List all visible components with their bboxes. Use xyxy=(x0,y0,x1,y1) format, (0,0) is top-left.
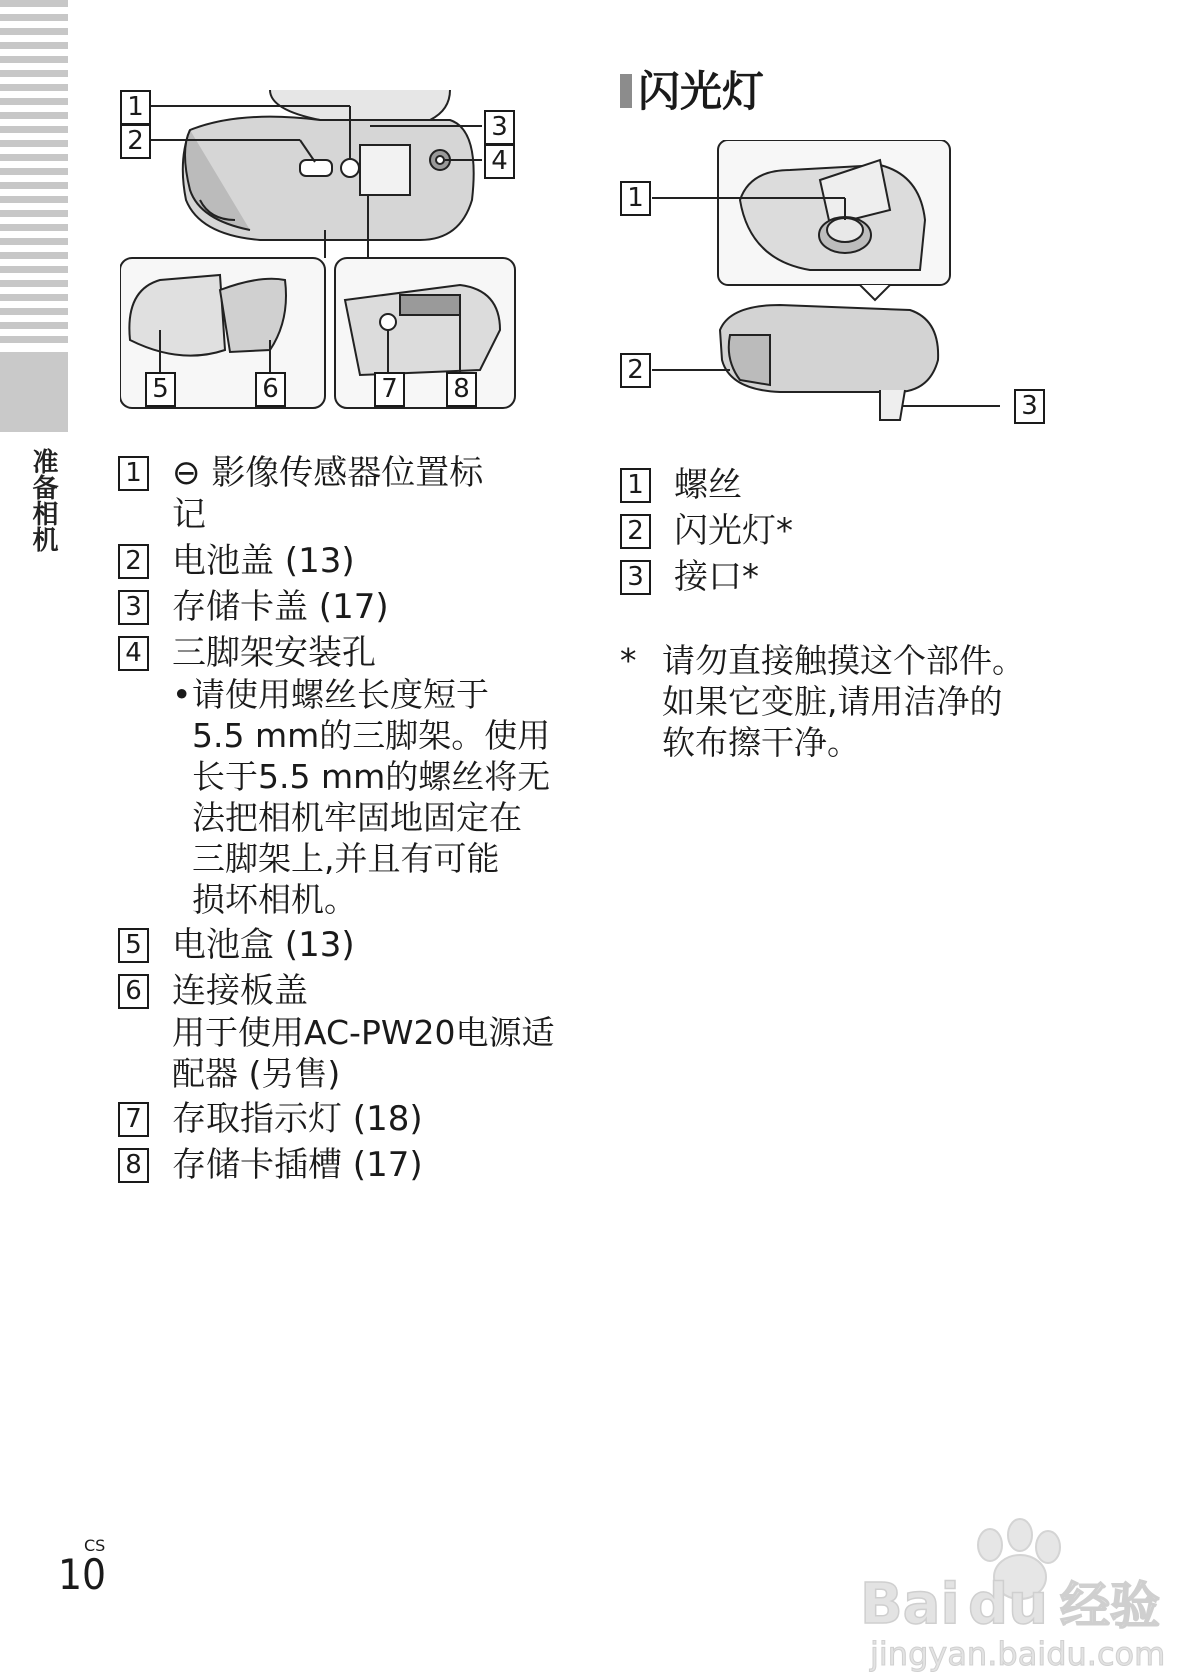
page-number: 10 xyxy=(58,1550,107,1599)
item-number: 3 xyxy=(620,560,651,595)
baidu-watermark-logo xyxy=(850,1505,1190,1675)
camera-parts-list xyxy=(118,452,568,1190)
callout-6: 6 xyxy=(255,372,286,407)
list-item: 2 电池盖 (13) xyxy=(118,540,568,582)
tripod-note: • 请使用螺丝长度短于 5.5 mm的三脚架。使用 长于5.5 mm的螺丝将无 法把相机牢固地固定在 三脚架上,并且有可能 损坏相机。 xyxy=(172,674,568,920)
list-item: 3 接口* xyxy=(620,556,1100,598)
svg-text:Bai: Bai xyxy=(860,1572,960,1637)
page-lang-code: CS xyxy=(84,1536,106,1555)
item-number: 1 xyxy=(118,456,149,491)
flash-callout-1: 1 xyxy=(620,181,651,216)
sidebar-section-tab xyxy=(0,352,68,432)
item-number: 2 xyxy=(118,544,149,579)
section-heading: 闪光灯 xyxy=(620,64,764,120)
callout-8: 8 xyxy=(446,372,477,407)
sidebar-section-label: 准备相机 xyxy=(28,448,58,552)
flash-figure xyxy=(620,140,1060,430)
svg-text:jingyan.baidu.com: jingyan.baidu.com xyxy=(870,1635,1166,1673)
list-item: 2 闪光灯* xyxy=(620,510,1100,552)
flash-callout-3: 3 xyxy=(1014,389,1045,424)
list-item: 7 存取指示灯 (18) xyxy=(118,1098,568,1140)
item-number: 6 xyxy=(118,974,149,1009)
sensor-mark-icon: ⊖ xyxy=(172,453,201,493)
item-number: 7 xyxy=(118,1102,149,1137)
item-number: 1 xyxy=(620,468,651,503)
callout-3: 3 xyxy=(484,110,515,145)
list-item: 6 连接板盖 用于使用AC-PW20电源适 配器 (另售) xyxy=(118,970,568,1094)
heading-marker xyxy=(620,74,632,108)
flash-parts-list xyxy=(620,464,1100,602)
list-item: 1 ⊖ 影像传感器位置标 记 xyxy=(118,452,568,536)
item-number: 4 xyxy=(118,636,149,671)
list-item: 1 螺丝 xyxy=(620,464,1100,506)
footnote: * 请勿直接触摸这个部件。 如果它变脏,请用洁净的 软布擦干净。 xyxy=(620,641,1025,762)
list-item: 4 三脚架安装孔 • 请使用螺丝长度短于 5.5 mm的三脚架。使用 长于5.5 mm的螺丝将无 法把相机牢固地固定在 三脚架上,并且有可能 损坏相机。 xyxy=(118,632,568,920)
callout-7: 7 xyxy=(374,372,405,407)
item-number: 2 xyxy=(620,514,651,549)
callout-2: 2 xyxy=(120,124,151,159)
flash-callout-2: 2 xyxy=(620,353,651,388)
list-item: 8 存储卡插槽 (17) xyxy=(118,1144,568,1186)
list-item: 5 电池盒 (13) xyxy=(118,924,568,966)
item-number: 8 xyxy=(118,1148,149,1183)
list-item: 3 存储卡盖 (17) xyxy=(118,586,568,628)
svg-text:du: du xyxy=(968,1572,1048,1637)
sidebar-stripes xyxy=(0,0,68,350)
callout-4: 4 xyxy=(484,144,515,179)
svg-text:经验: 经验 xyxy=(1060,1577,1160,1635)
connector-note: 用于使用AC-PW20电源适 配器 (另售) xyxy=(172,1013,555,1093)
item-number: 3 xyxy=(118,590,149,625)
callout-5: 5 xyxy=(145,372,176,407)
item-number: 5 xyxy=(118,928,149,963)
callout-1: 1 xyxy=(120,90,151,125)
